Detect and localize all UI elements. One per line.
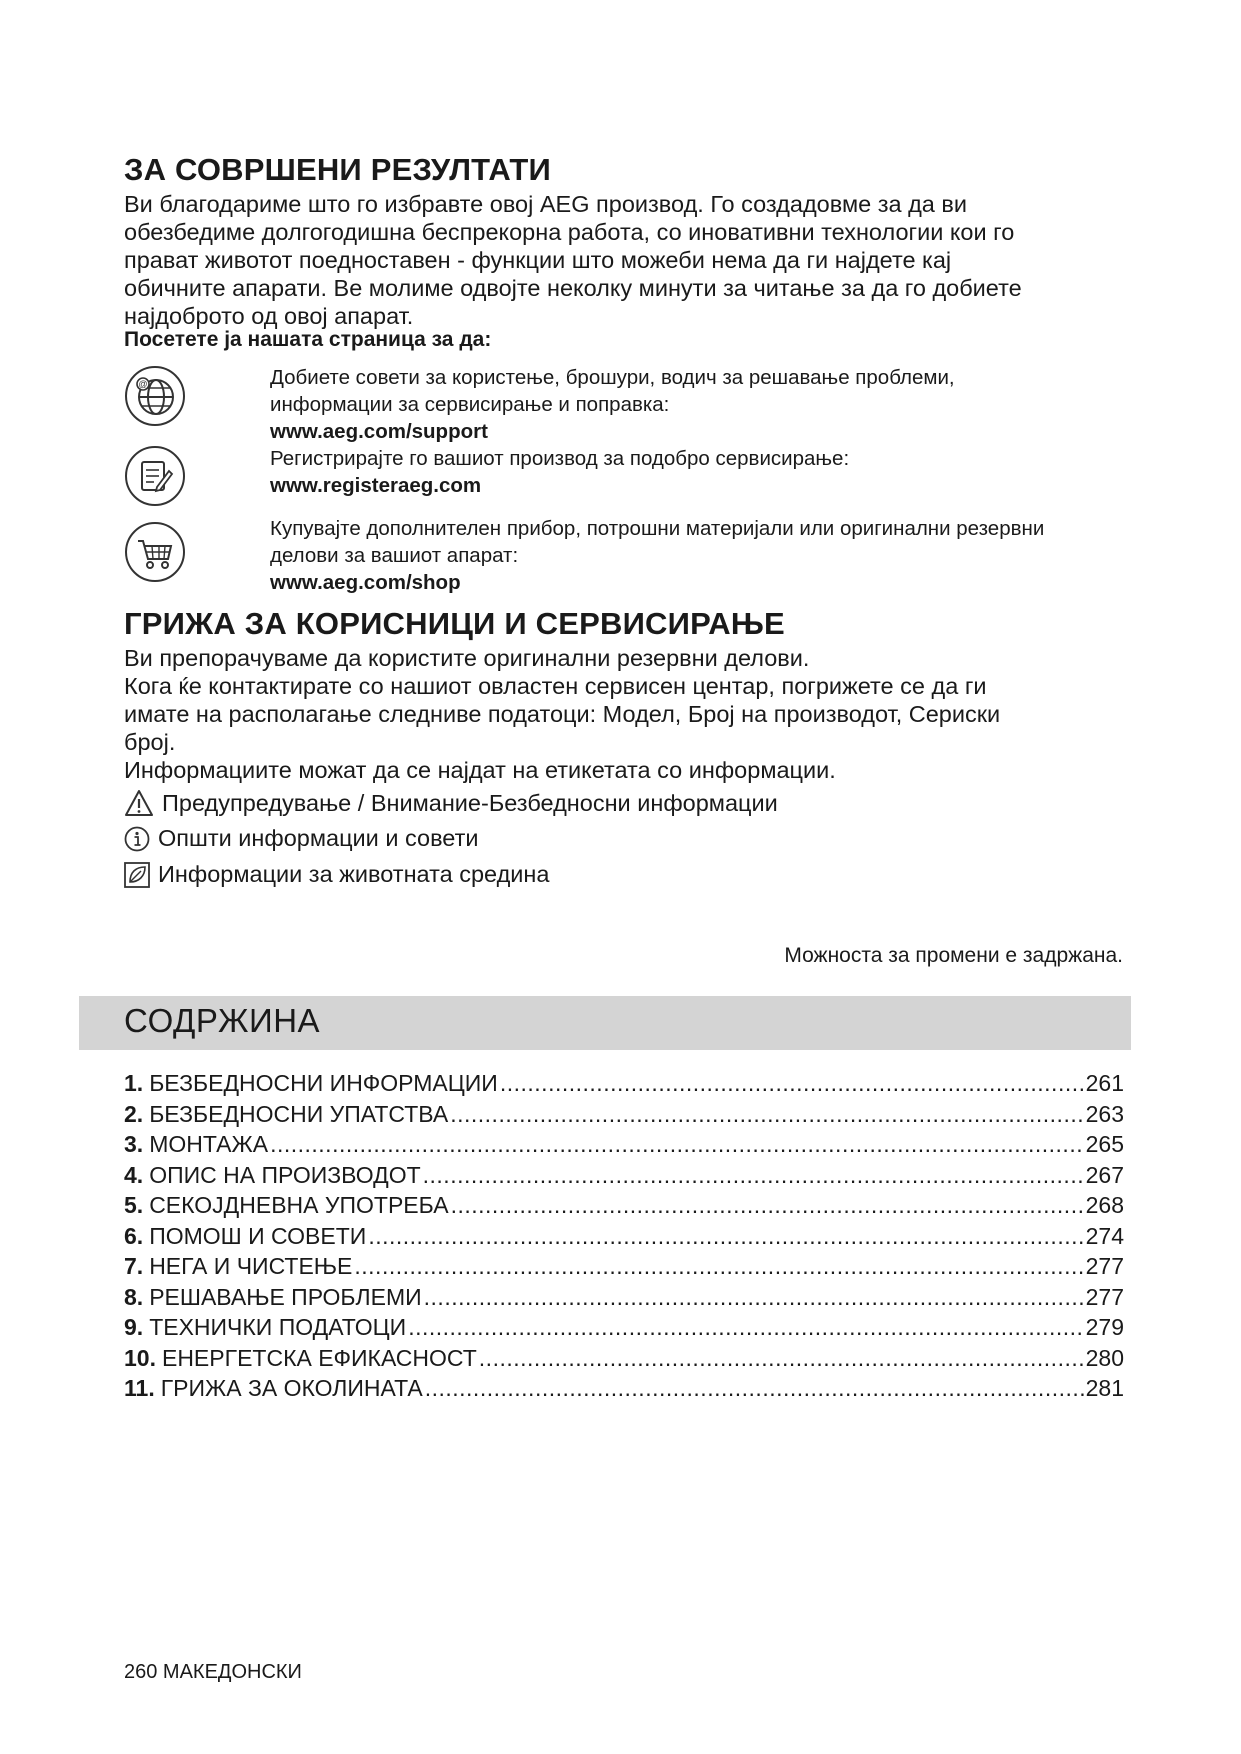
page-footer: 260 МАКЕДОНСКИ <box>124 1661 302 1683</box>
toc-entry[interactable] <box>124 1253 1124 1284</box>
toc-label: БЕЗБЕДНОСНИ ИНФОРМАЦИИ <box>149 1070 498 1096</box>
toc-number: 3. <box>124 1131 144 1157</box>
toc-page: 263 <box>1085 1100 1124 1127</box>
toc-entry[interactable] <box>124 1314 1124 1345</box>
toc-number: 2. <box>124 1100 144 1127</box>
toc-leader <box>270 1131 1084 1158</box>
toc-leader <box>354 1253 1083 1280</box>
toc-entry[interactable] <box>124 1131 1124 1162</box>
toc-page: 281 <box>1085 1375 1124 1401</box>
toc-page: 268 <box>1085 1192 1124 1218</box>
support-item <box>270 364 1130 445</box>
toc-leader <box>368 1223 1083 1250</box>
toc-page: 279 <box>1085 1314 1124 1340</box>
register-item <box>270 445 1130 499</box>
toc-page: 265 <box>1085 1131 1124 1157</box>
toc-number: 11. <box>124 1375 155 1401</box>
toc-label: ЕНЕРГЕТСКА ЕФИКАСНОСТ <box>161 1344 477 1371</box>
toc-title: СОДРЖИНА <box>124 1002 321 1039</box>
toc-label: МОНТАЖА <box>149 1131 269 1157</box>
toc-leader <box>479 1345 1084 1372</box>
leaf-icon <box>124 862 150 888</box>
support-text: Добиете совети за користење, брошури, водич за решавање проблеми, <box>270 366 955 389</box>
intro-line: обезбедиме долгогодишна беспрекорна работа, со иновативни технологии кои го <box>124 219 1015 245</box>
toc-page: 277 <box>1085 1253 1124 1279</box>
toc-leader <box>500 1070 1084 1097</box>
toc-number: 10. <box>124 1344 156 1371</box>
svg-text:@: @ <box>138 379 148 389</box>
legend-environment-text: Информации за животната средина <box>158 861 550 887</box>
toc-number: 4. <box>124 1161 144 1188</box>
cart-icon <box>124 521 186 583</box>
toc-entry[interactable] <box>124 1345 1124 1376</box>
shop-link[interactable]: www.aeg.com/shop <box>270 571 461 594</box>
toc-label: СЕКОЈДНЕВНА УПОТРЕБА <box>149 1192 449 1218</box>
toc-number: 1. <box>124 1070 144 1096</box>
toc-number: 5. <box>124 1192 144 1218</box>
toc-number: 6. <box>124 1222 144 1249</box>
register-icon <box>124 445 186 507</box>
intro-paragraph <box>124 190 1134 330</box>
shop-item <box>270 515 1130 596</box>
globe-icon <box>124 365 186 427</box>
toc-entry[interactable] <box>124 1375 1124 1406</box>
toc-label: ОПИС НА ПРОИЗВОДОТ <box>149 1161 421 1188</box>
section-title-customer-care: ГРИЖА ЗА КОРИСНИЦИ И СЕРВИСИРАЊЕ <box>124 606 785 641</box>
toc-number: 7. <box>124 1253 144 1279</box>
toc-entry[interactable] <box>124 1101 1124 1132</box>
toc-leader <box>450 1101 1083 1128</box>
care-line: Ви препорачуваме да користите оригинални резервни делови. <box>124 645 810 671</box>
legend-info-text: Општи информации и совети <box>158 825 479 851</box>
toc-leader <box>408 1314 1083 1341</box>
legend-warning <box>124 789 778 817</box>
care-line: Информациите можат да се најдат на етикетата со информации. <box>124 757 836 783</box>
care-line: Кога ќе контактирате со нашиот овластен сервисен центар, погрижете се да ги <box>124 673 987 699</box>
toc-leader <box>425 1375 1084 1402</box>
toc-page: 277 <box>1085 1283 1124 1310</box>
toc-list <box>124 1070 1124 1406</box>
intro-line: Ви благодариме што го избравте овој AEG производ. Го создадовме за да ви <box>124 191 968 217</box>
toc-leader <box>423 1162 1084 1189</box>
toc-entry[interactable] <box>124 1070 1124 1101</box>
visit-heading: Посетете ја нашата страница за да: <box>124 328 492 351</box>
warning-icon <box>124 789 154 817</box>
section-title-results: ЗА СОВРШЕНИ РЕЗУЛТАТИ <box>124 152 552 187</box>
care-line: број. <box>124 729 176 755</box>
intro-line: обичните апарати. Ве молиме одвојте неколку минути за читање за да го добиете <box>124 275 1022 301</box>
shop-text: Купувајте дополнителен прибор, потрошни материјали или оригинални резервни <box>270 517 1045 540</box>
care-line: имате на располагање следниве податоци: Модел, Број на производот, Сериски <box>124 701 1001 727</box>
intro-line: најдоброто од овој апарат. <box>124 303 414 329</box>
toc-number: 8. <box>124 1283 144 1310</box>
info-icon <box>124 826 150 852</box>
changes-note: Можноста за промени е задржана. <box>784 944 1123 967</box>
support-text: информации за сервисирање и поправка: <box>270 393 670 416</box>
toc-page: 280 <box>1085 1344 1124 1371</box>
toc-label: ТЕХНИЧКИ ПОДАТОЦИ <box>149 1314 407 1340</box>
toc-label: НЕГА И ЧИСТЕЊЕ <box>149 1253 353 1279</box>
register-text: Регистрирајте го вашиот производ за подобро сервисирање: <box>270 447 850 470</box>
toc-leader <box>424 1284 1084 1311</box>
toc-page: 274 <box>1085 1222 1124 1249</box>
toc-label: ПОМОШ И СОВЕТИ <box>149 1222 367 1249</box>
toc-entry[interactable] <box>124 1284 1124 1315</box>
toc-label: ГРИЖА ЗА ОКОЛИНАТА <box>160 1375 423 1401</box>
register-link[interactable]: www.registeraeg.com <box>270 474 482 497</box>
toc-label: БЕЗБЕДНОСНИ УПАТСТВА <box>149 1100 449 1127</box>
shop-text: делови за вашиот апарат: <box>270 544 519 567</box>
toc-entry[interactable] <box>124 1162 1124 1193</box>
toc-page: 261 <box>1085 1070 1124 1096</box>
toc-number: 9. <box>124 1314 144 1340</box>
toc-page: 267 <box>1085 1161 1124 1188</box>
legend-environment <box>124 861 549 888</box>
toc-label: РЕШАВАЊЕ ПРОБЛЕМИ <box>149 1283 422 1310</box>
support-link[interactable]: www.aeg.com/support <box>270 420 488 443</box>
legend-info <box>124 825 478 852</box>
legend-warning-text: Предупредување / Внимание-Безбедносни информации <box>162 789 778 816</box>
toc-leader <box>451 1192 1084 1219</box>
intro-line: прават животот поедноставен - функции што можеби нема да ги најдете кај <box>124 247 952 273</box>
toc-entry[interactable] <box>124 1223 1124 1254</box>
customer-care-paragraph <box>124 644 1134 784</box>
toc-entry[interactable] <box>124 1192 1124 1223</box>
